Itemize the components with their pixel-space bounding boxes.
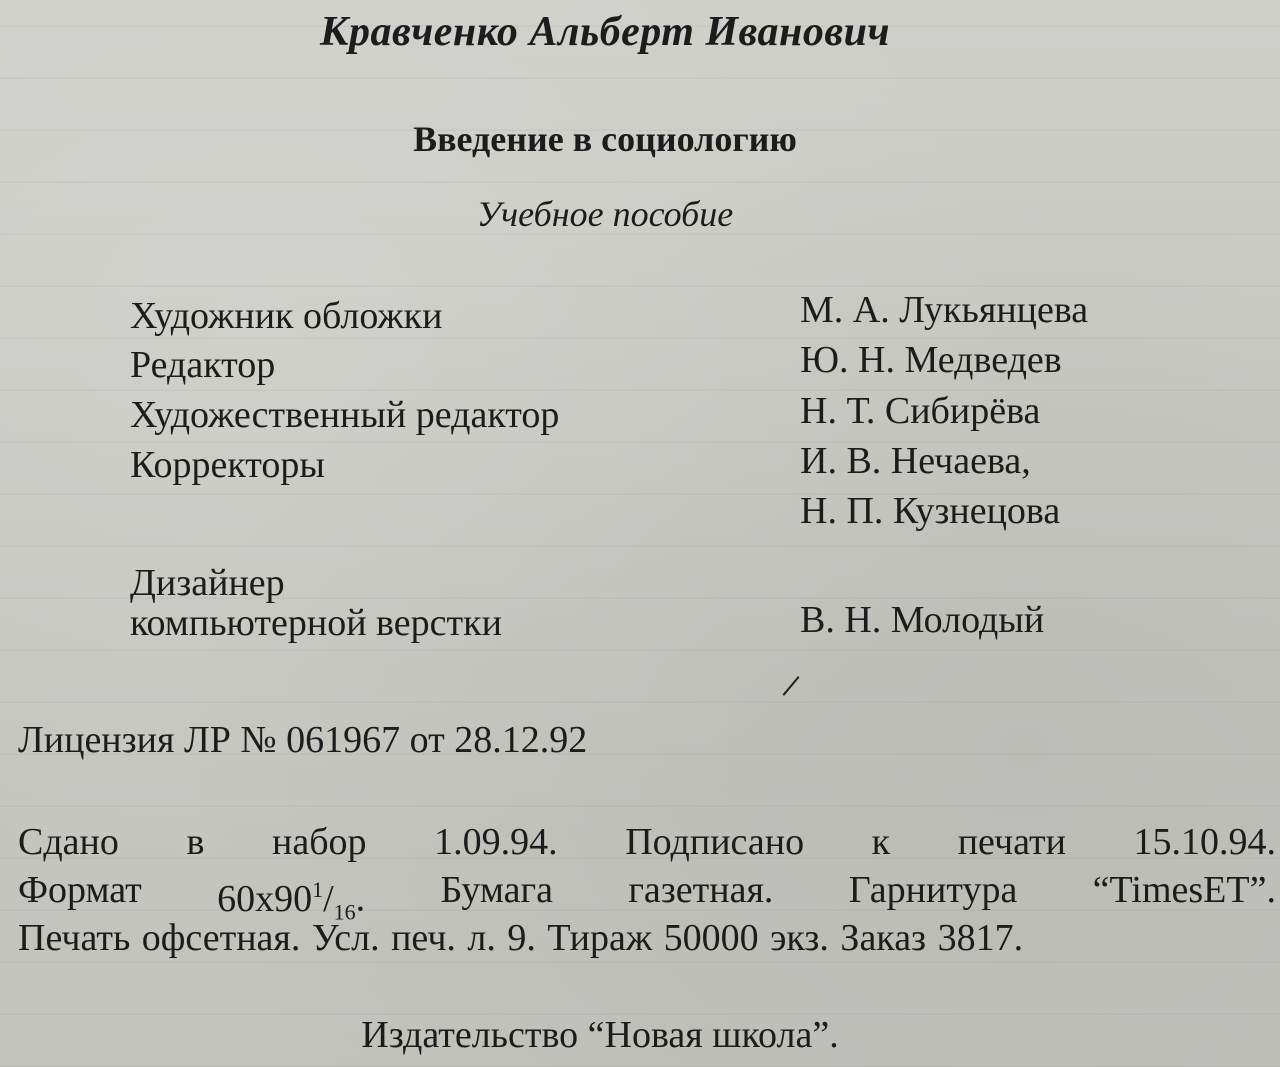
- credit-name-editor: Ю. Н. Медведев: [800, 339, 1062, 381]
- pen-mark: [783, 676, 800, 696]
- imprint-word: Формат: [18, 869, 142, 911]
- credit-role-designer-line2: компьютерной верстки: [130, 602, 502, 644]
- format-base: 60x90: [217, 877, 313, 920]
- imprint-line-3: [18, 914, 1276, 962]
- imprint-word: 1.09.94.: [434, 821, 558, 863]
- imprint-word: Гарнитура: [848, 869, 1018, 911]
- imprint-word: печати: [957, 821, 1066, 863]
- format-sup: 1: [312, 877, 324, 902]
- imprint-line-1-words: [18, 818, 1276, 866]
- credit-name-proofreader-1: И. В. Нечаева,: [800, 440, 1031, 482]
- book-title: Введение в социологию: [413, 119, 797, 159]
- imprint-word: Сдано: [18, 821, 119, 863]
- imprint-word: в: [186, 821, 205, 863]
- imprint-word: 15.10.94.: [1133, 821, 1276, 863]
- credit-role-proofreaders: Корректоры: [130, 444, 325, 486]
- credit-name-designer: В. Н. Молодый: [800, 599, 1045, 641]
- credit-role-art-editor: Художественный редактор: [130, 394, 560, 436]
- credit-name-art-editor: Н. Т. Сибирёва: [800, 390, 1041, 432]
- imprint-word: газетная.: [628, 869, 774, 911]
- imprint-word: “TimesET”.: [1092, 869, 1276, 911]
- author-name: Кравченко Альберт Иванович: [319, 9, 891, 55]
- imprint-word: Подписано: [625, 821, 805, 863]
- imprint-word: к: [871, 821, 891, 863]
- format-slash: /: [323, 877, 334, 920]
- publisher-line: Издательство “Новая школа”.: [361, 1014, 839, 1056]
- book-subtitle: Учебное пособие: [476, 194, 734, 234]
- credit-role-cover-artist: Художник обложки: [130, 295, 443, 337]
- credit-name-proofreader-2: Н. П. Кузнецова: [800, 490, 1061, 532]
- imprint-line-3-text: Печать офсетная. Усл. печ. л. 9. Тираж 50000 экз. Заказ 3817.: [18, 917, 1024, 959]
- credit-role-designer-line1: Дизайнер: [130, 562, 285, 604]
- imprint-word: набор: [272, 821, 367, 863]
- license-line: Лицензия ЛР № 061967 от 28.12.92: [18, 719, 588, 761]
- format-sub: 16: [333, 899, 356, 925]
- imprint-word: Бумага: [440, 869, 553, 911]
- format-value: $60x90^1/_{16}$.: [217, 866, 365, 936]
- credit-role-editor: Редактор: [130, 344, 276, 386]
- credit-name-cover-artist: М. А. Лукьянцева: [800, 289, 1089, 331]
- imprint-line-1: [18, 818, 1276, 866]
